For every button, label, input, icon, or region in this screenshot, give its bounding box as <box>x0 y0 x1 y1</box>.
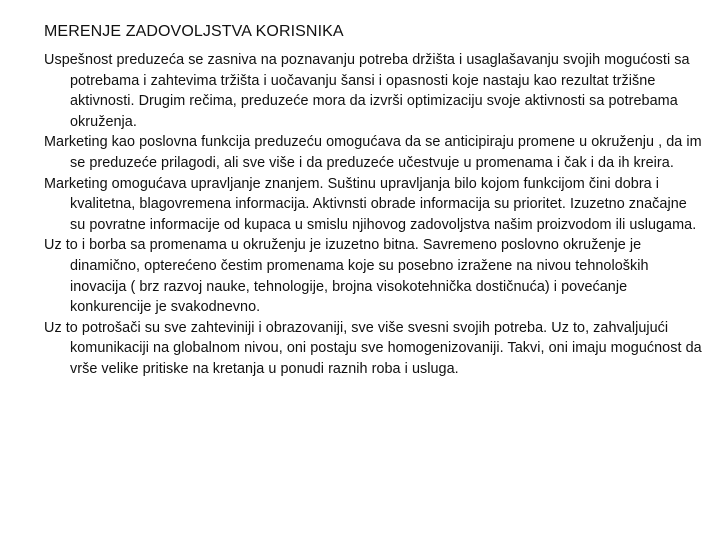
page-title: MERENJE ZADOVOLJSTVA KORISNIKA <box>44 23 344 40</box>
paragraph-uspesnost: Uspešnost preduzeća se zasniva na poznavanju potreba držišta i usaglašavanju svojih mogućosti sa potrebama i zahtevima tržišta i uočavanju šansi i opasnosti koje nastaju kao rezultat tržišne aktivnosti. Drugim rečima, preduzeće mora da izvrši optimizaciju svoje aktivnosti sa potrebama okruženja. <box>44 52 690 130</box>
slide-content <box>44 22 704 380</box>
paragraph-upravljanje-znanjem: Marketing omogućava upravljanje znanjem. Suštinu upravljanja bilo kojom funkcijom čini dobra i kvalitetna, blagovremena informacija. Aktivnsti obrade informacija su prioritet. Izuzetno značajne su povratne informacije od kupaca u smislu njihovog zadovoljstva našim proizvodom ili uslugama. <box>44 175 697 233</box>
paragraph-marketing-funkcija: Marketing kao poslovna funkcija preduzeću omogućava da se anticipiraju promene u okruženju , da im se preduzeće prilagodi, ali sve više i da preduzeće učestvuje u promenama i čak i da ih kreira. <box>44 134 702 171</box>
paragraph-promene-okruzenje: Uz to i borba sa promenama u okruženju je izuzetno bitna. Savremeno poslovno okruženje je dinamično, opterećeno čestim promenama koje su posebno izražene na nivou tehnoloških inovacija ( brz razvoj nauke, tehnologije, brojna visokotehnička dostičnuća) i povećanje konkurencije je svakodnevno. <box>44 237 649 316</box>
paragraph-potrosaci: Uz to potrošači su sve zahteviniji i obrazovaniji, sve više svesni svojih potreba. Uz to, zahvaljujući komunikaciji na globalnom nivou, oni postaju sve homogenizovaniji. Takvi, oni imaju mogućnost da vrše velike pritiske na kretanja u ponudi raznih roba i usluga. <box>44 319 702 377</box>
